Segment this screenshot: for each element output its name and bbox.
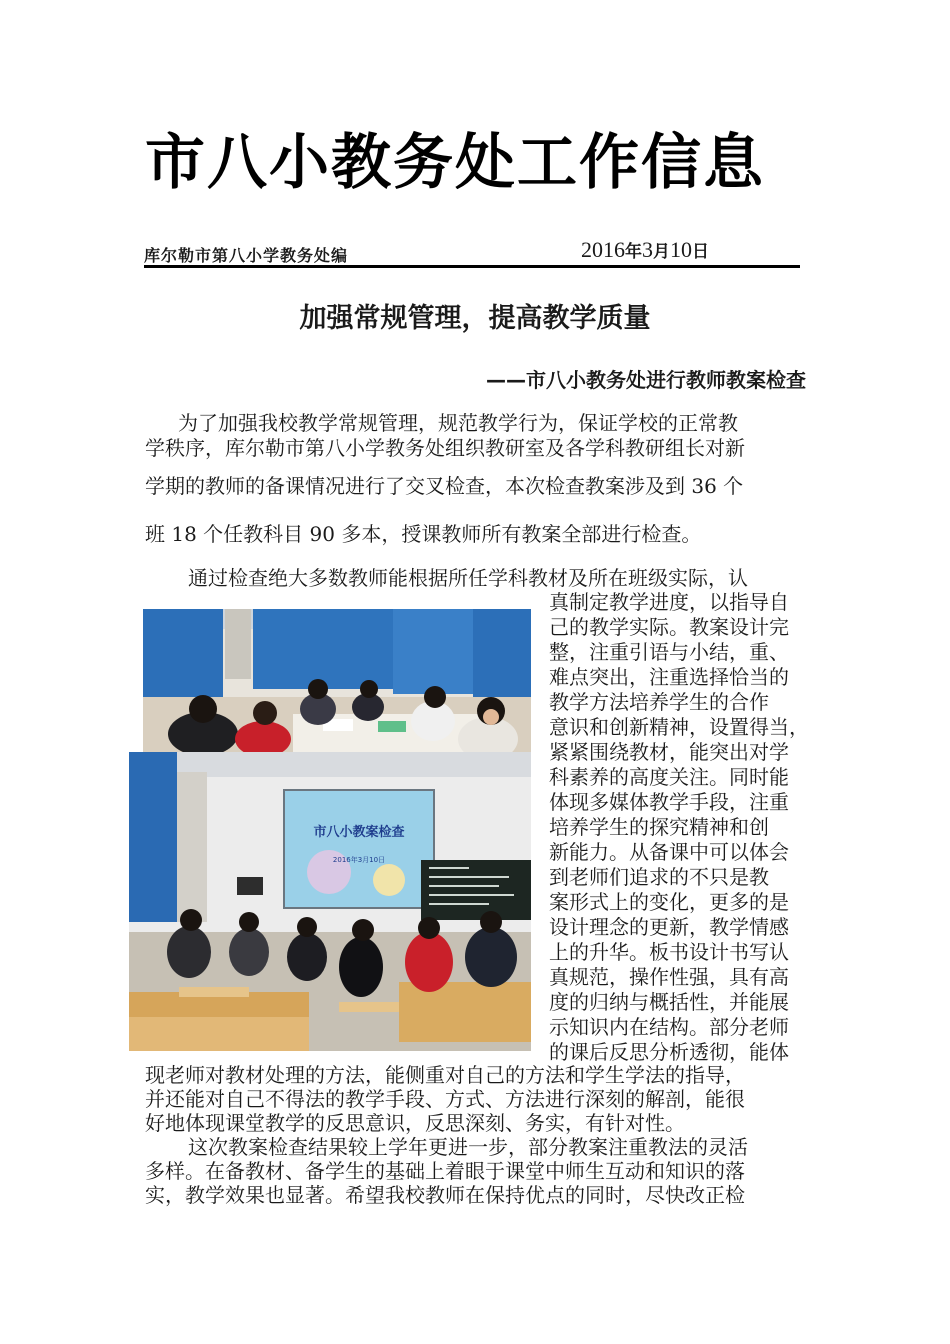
body-line: 难点突出，注重选择恰当的 [549,665,789,689]
byline [144,237,800,266]
editor-credit: 库尔勒市第八小学教务处编 [144,246,349,265]
body-line: 培养学生的探究精神和创 [549,815,769,839]
photo-teachers-reviewing [143,609,531,752]
body-line: 并还能对自己不得法的教学手段、方式、方法进行深刻的解剖，能很 [145,1087,745,1111]
article-headline: 加强常规管理，提高教学质量 [299,303,651,334]
body-line: 紧紧围绕教材，能突出对学 [549,740,789,764]
issue-date [581,237,709,263]
date-month: 3 [642,237,653,262]
slide-date: 2016年3月10日 [332,856,386,864]
body-line: 通过检查绝大多数教师能根据所任学科教材及所在班级实际，认 [188,566,748,590]
body-line: 设计理念的更新，教学情感 [549,915,789,939]
newsletter-masthead: 市八小教务处工作信息 [145,128,765,198]
photo-classroom-projection [129,752,531,1051]
body-line: 度的归纳与概括性，并能展 [549,990,789,1014]
header-rule [144,265,800,268]
date-day: 10 [670,237,692,262]
body-line: 整，注重引语与小结，重、 [549,640,789,664]
body-line: 案形式上的变化，更多的是 [549,890,789,914]
date-year: 2016 [581,237,625,262]
body-line: 上的升华。板书设计书写认 [549,940,789,964]
body-line: 学期的教师的备课情况进行了交叉检查，本次检查教案涉及到 36 个 [145,474,744,498]
body-line: 意识和创新精神，设置得当， [549,715,809,739]
body-line: 教学方法培养学生的合作 [549,690,769,714]
body-line: 新能力。从备课中可以体会 [549,840,789,864]
body-line: 好地体现课堂教学的反思意识，反思深刻、务实，有针对性。 [145,1111,685,1135]
body-line: 示知识内在结构。部分老师 [549,1015,789,1039]
body-line: 体现多媒体教学手段，注重 [549,790,789,814]
date-month-unit: 月 [653,242,670,262]
body-line: 多样。在备教材、备学生的基础上着眼于课堂中师生互动和知识的落 [145,1159,745,1183]
body-line: 学秩序，库尔勒市第八小学教务处组织教研室及各学科教研组长对新 [145,436,745,460]
body-line: 这次教案检查结果较上学年更进一步，部分教案注重教法的灵活 [188,1135,748,1159]
body-line: 为了加强我校教学常规管理，规范教学行为，保证学校的正常教 [178,411,738,435]
article-subhead: ——市八小教务处进行教师教案检查 [486,368,806,392]
body-line: 现老师对教材处理的方法，能侧重对自己的方法和学生学法的指导， [145,1063,745,1087]
slide-title: 市八小教案检查 [313,825,405,840]
body-line: 己的教学实际。教案设计完 [549,615,789,639]
body-line: 班 18 个任教科目 90 多本，授课教师所有教案全部进行检查。 [145,522,702,546]
body-line: 真规范，操作性强，具有高 [549,965,789,989]
body-line: 到老师们追求的不只是教 [549,865,769,889]
body-line: 的课后反思分析透彻，能体 [549,1040,789,1064]
date-day-unit: 日 [692,242,709,262]
body-line: 科素养的高度关注。同时能 [549,765,789,789]
body-line: 实，教学效果也显著。希望我校教师在保持优点的同时，尽快改正检 [145,1183,745,1207]
date-year-unit: 年 [625,242,642,262]
body-line: 真制定教学进度，以指导自 [549,590,789,614]
